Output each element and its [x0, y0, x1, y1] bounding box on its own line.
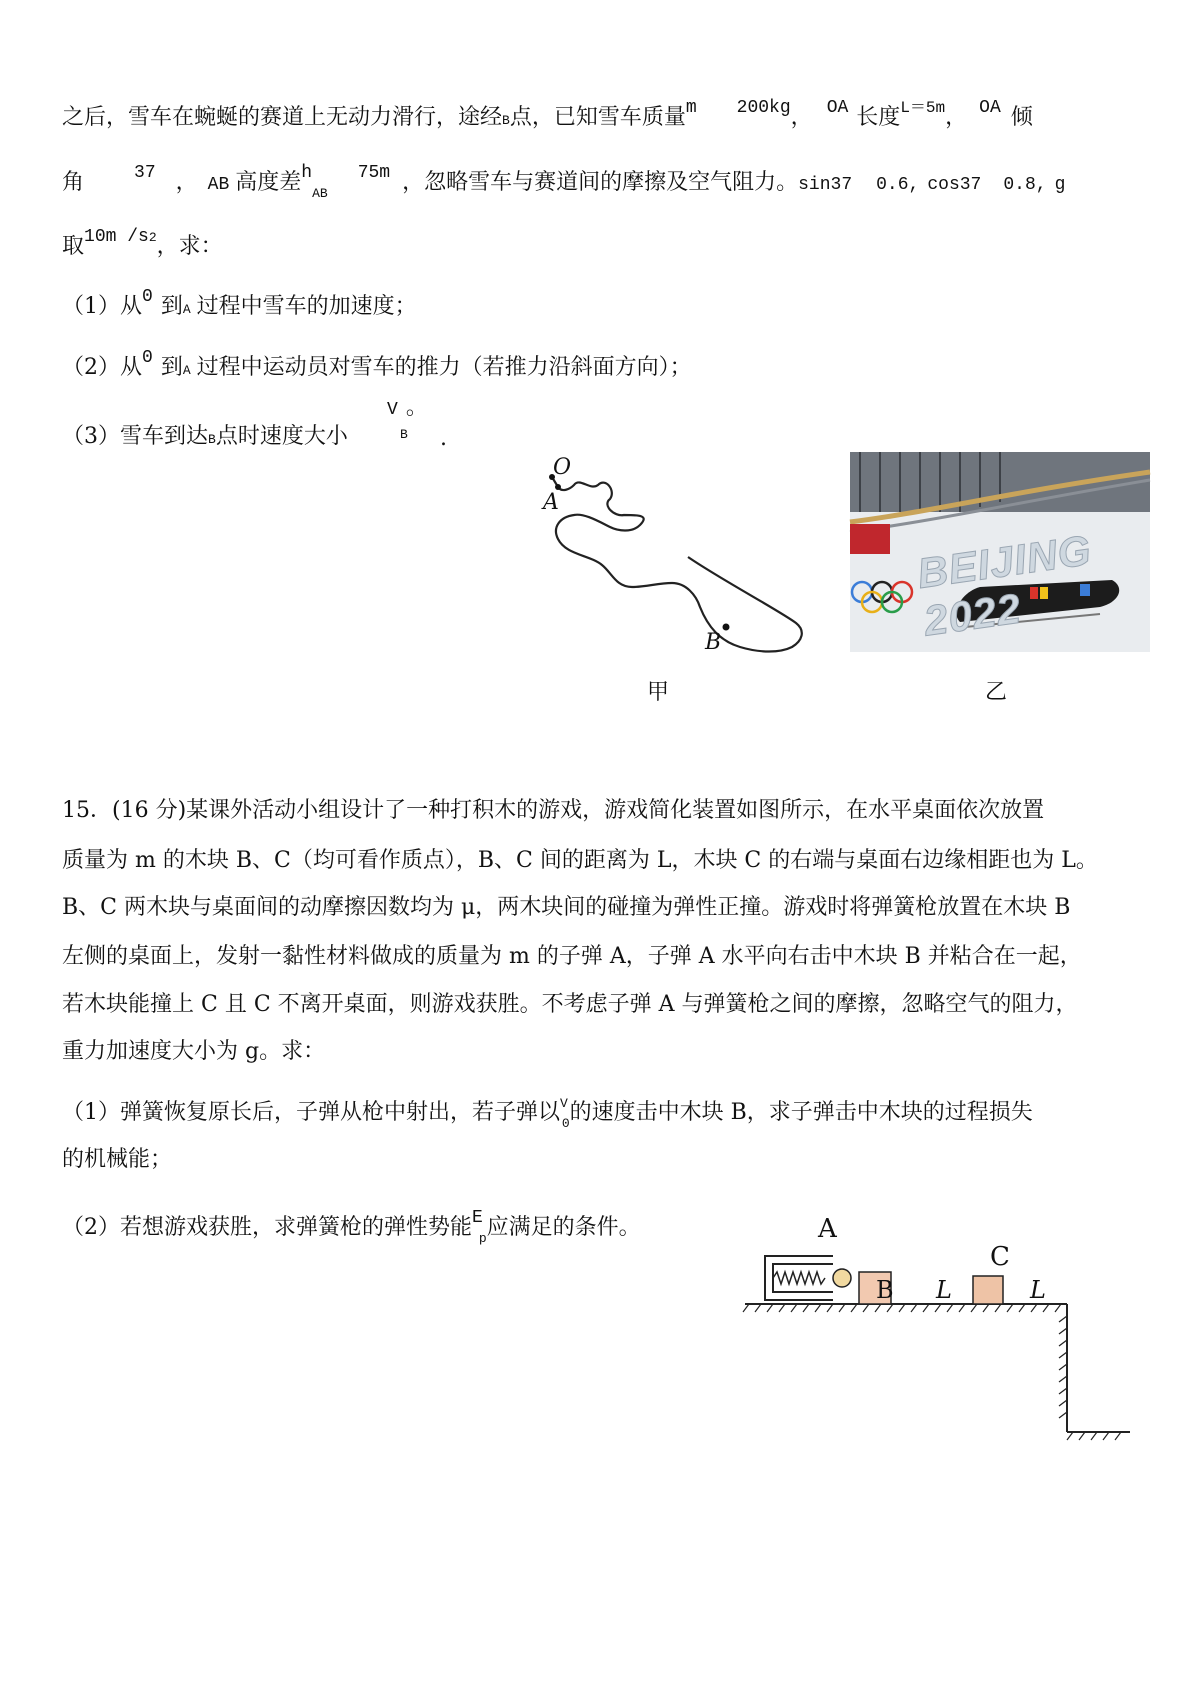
bullet-a — [833, 1269, 851, 1287]
text: 角 — [62, 170, 85, 195]
var-A: A — [182, 302, 191, 317]
sin37: sin37 — [798, 175, 853, 195]
var-B: B — [208, 432, 216, 447]
subscript-B: B — [400, 427, 408, 442]
p15-question-1 — [62, 1098, 1033, 1131]
var-m: m — [685, 98, 697, 118]
sin-value: 0.6, — [876, 175, 920, 195]
var-g: g — [1054, 175, 1066, 195]
track-label-a: A — [543, 490, 559, 515]
p15-line-4: 左侧的桌面上，发射一黏性材料做成的质量为 m 的子弹 A，子弹 A 水平向右击中木块 B 并粘合在一起， — [62, 944, 1082, 969]
text: ， — [790, 105, 813, 130]
text: 点时速度大小 — [215, 424, 348, 449]
g-value: 10m /s — [84, 227, 149, 247]
p14-question-1 — [62, 287, 417, 325]
text: 高度差 — [235, 170, 302, 195]
text: （2）若想游戏获胜，求弹簧枪的弹性势能 — [62, 1215, 472, 1240]
length-value: L＝5m — [900, 99, 946, 117]
var-OA: OA — [826, 98, 849, 118]
diagram-label-l2: L — [1030, 1276, 1046, 1304]
text: （2）从 — [62, 355, 142, 380]
track-path — [552, 477, 802, 652]
exponent: 2 — [148, 230, 157, 245]
text: （3）雪车到达 — [62, 424, 208, 449]
subscript-p: p — [478, 1231, 487, 1246]
p14-line-2 — [62, 163, 1066, 201]
p15-question-2 — [62, 1208, 641, 1246]
figure-label-jia: 甲 — [647, 680, 670, 705]
subscript-0: 0 — [561, 1116, 570, 1131]
text: 的速度击中木块 B，求子弹击中木块的过程损失 — [569, 1100, 1033, 1125]
track-label-b: B — [705, 630, 722, 655]
text: 倾 — [1010, 105, 1033, 130]
p14-question-2 — [62, 348, 692, 386]
text: 。 — [405, 395, 428, 420]
text: ， — [945, 105, 968, 130]
text: 点，已知雪车质量 — [509, 105, 686, 130]
text: ， — [175, 170, 198, 195]
var-OA: OA — [979, 98, 1001, 118]
angle-value: 37 — [134, 163, 156, 183]
p15-line-3: B、C 两木块与桌面间的动摩擦因数均为 μ，两木块间的碰撞为弹性正撞。游戏时将弹簧枪放置在木块 B — [62, 895, 1071, 920]
var-h: h — [301, 163, 313, 183]
p15-line-6: 重力加速度大小为 g。求： — [62, 1039, 326, 1064]
spring-gun — [765, 1256, 851, 1300]
var-A: A — [182, 363, 191, 378]
p14-line-1 — [62, 98, 1033, 136]
text: 长度 — [856, 105, 901, 130]
text: 到 — [160, 294, 183, 319]
p15-line-2: 质量为 m 的木块 B、C（均可看作质点），B、C 间的距离为 L，木块 C 的右端与桌面右边缘相距也为 L。 — [62, 848, 1098, 873]
figure-label-yi: 乙 — [985, 680, 1008, 705]
bobsled-photo — [850, 452, 1150, 652]
point-b — [723, 624, 730, 631]
text: （1）从 — [62, 294, 142, 319]
block-game-diagram — [735, 1220, 1135, 1440]
photo-banner-text: BEIJING 2022 — [914, 526, 1095, 645]
var-O: 0 — [142, 348, 153, 368]
text: 之后，雪车在蜿蜒的赛道上无动力滑行，途经 — [62, 105, 503, 130]
var-E: E — [472, 1208, 483, 1228]
diagram-label-a: A — [818, 1214, 837, 1244]
p14-question-3 — [62, 422, 348, 455]
text: 到 — [160, 355, 183, 380]
cos37: cos37 — [927, 175, 982, 195]
mass-value: 200kg — [736, 98, 791, 118]
block-c — [973, 1276, 1003, 1304]
text: （1）弹簧恢复原长后，子弹从枪中射出，若子弹以 — [62, 1100, 560, 1125]
var-AB: AB — [207, 175, 230, 195]
subscript-AB: AB — [312, 186, 328, 201]
text: 过程中运动员对雪车的推力（若推力沿斜面方向）； — [196, 355, 692, 380]
var-V: V — [560, 1096, 568, 1111]
p14-q3-period — [440, 424, 447, 454]
text: 过程中雪车的加速度； — [196, 294, 417, 319]
text: ，求： — [156, 234, 223, 259]
p15-question-1-cont: 的机械能； — [62, 1147, 173, 1172]
cos-value: 0.8, — [1003, 175, 1047, 195]
p15-line-5: 若木块能撞上 C 且 C 不离开桌面，则游戏获胜。不考虑子弹 A 与弹簧枪之间的摩擦，忽略空气的阻力， — [62, 992, 1078, 1017]
diagram-label-b: B — [876, 1276, 894, 1304]
track-diagram — [540, 455, 820, 665]
height-value: 75m — [357, 163, 391, 183]
text: ，忽略雪车与赛道间的摩擦及空气阻力。 — [402, 170, 799, 195]
text: 应满足的条件。 — [486, 1215, 641, 1240]
track-label-o: O — [553, 455, 572, 480]
p14-line-3 — [62, 227, 223, 265]
var-B: B — [502, 113, 510, 128]
p15-line-1: 15．(16 分)某课外活动小组设计了一种打积木的游戏，游戏简化装置如图所示，在水平桌面依次放置 — [62, 798, 1045, 823]
diagram-label-l1: L — [936, 1276, 952, 1304]
var-V: V — [387, 400, 398, 420]
p14-q3-subscript — [400, 420, 408, 450]
text: 取 — [62, 234, 85, 259]
var-O: 0 — [142, 287, 153, 307]
text: . — [440, 426, 447, 451]
diagram-label-c: C — [990, 1242, 1010, 1272]
